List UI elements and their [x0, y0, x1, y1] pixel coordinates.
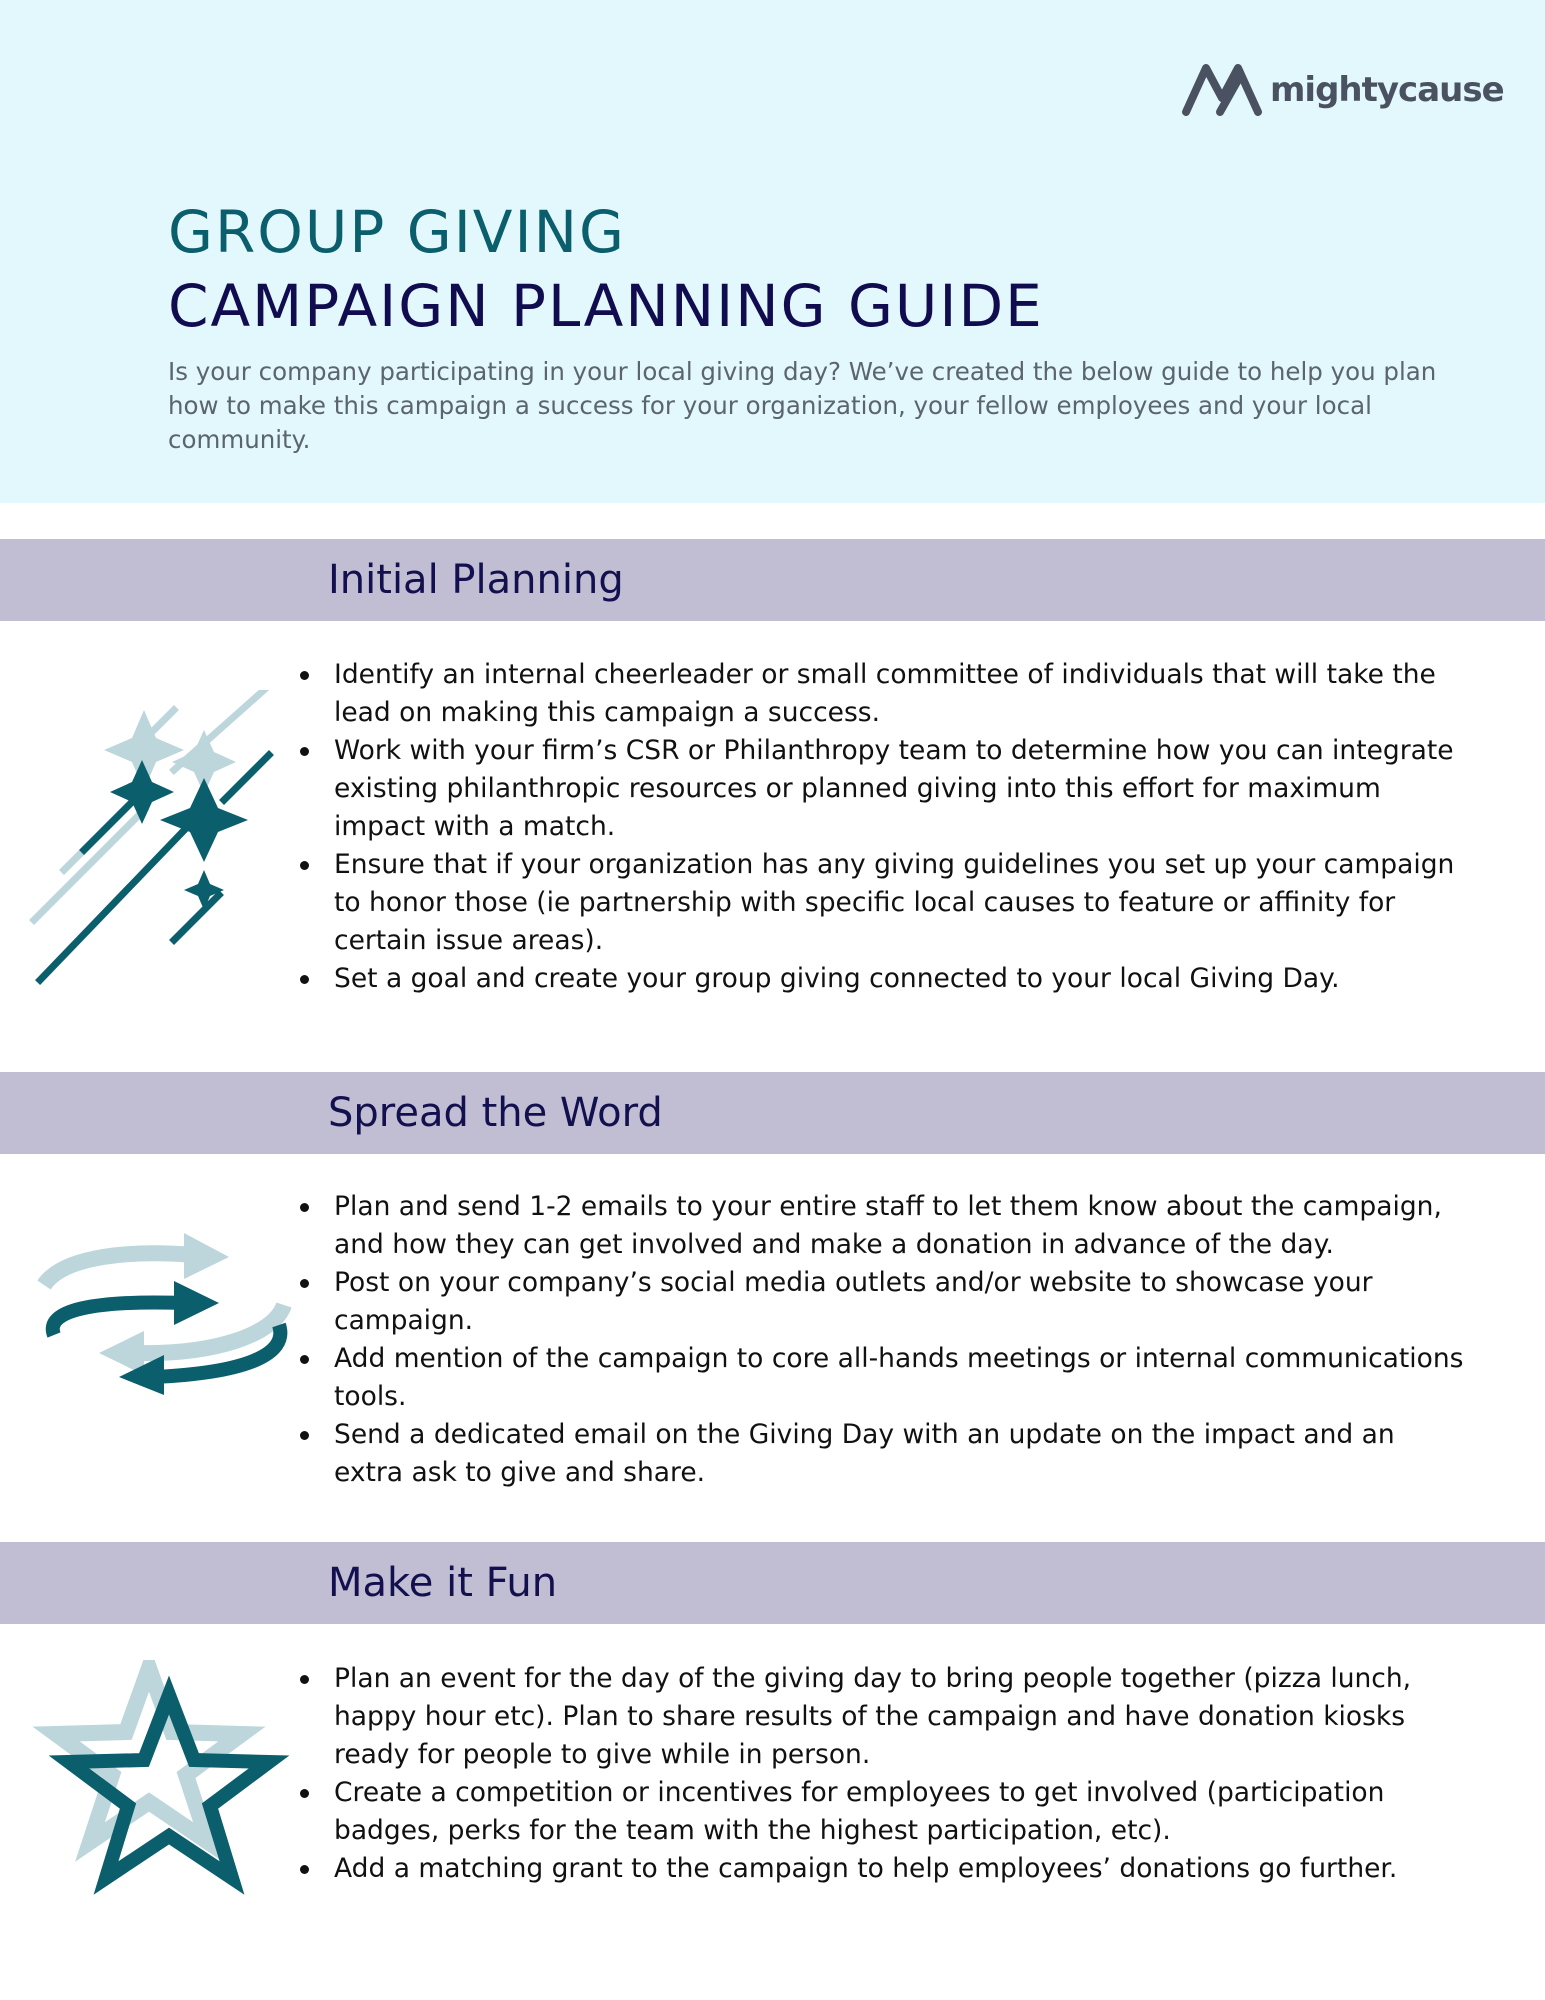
- list-item: Post on your company’s social media outlets and/or website to showcase your campaign.: [296, 1264, 1466, 1340]
- mountain-m-logo-icon: [1180, 58, 1264, 122]
- page-title-line-2: CAMPAIGN PLANNING GUIDE: [168, 272, 1044, 340]
- list-item: Add mention of the campaign to core all-hands meetings or internal communications tools.: [296, 1340, 1466, 1416]
- section-header-initial-planning: [0, 539, 1545, 621]
- list-item: Identify an internal cheerleader or small committee of individuals that will take the lead on making this campaign a success.: [296, 656, 1466, 732]
- section-heading: Make it Fun: [328, 1560, 558, 1606]
- brand-name: mightycause: [1270, 70, 1504, 110]
- list-item: Create a competition or incentives for employees to get involved (participation badges, perks for the team with the highest participation, etc).: [296, 1774, 1466, 1850]
- section-header-spread-the-word: [0, 1072, 1545, 1154]
- section-bullets-initial-planning: [296, 656, 1466, 998]
- section-heading: Initial Planning: [328, 557, 624, 603]
- section-header-make-it-fun: [0, 1542, 1545, 1624]
- star-outline-icon: [24, 1660, 294, 1900]
- list-item: Work with your firm’s CSR or Philanthropy team to determine how you can integrate existing philanthropic resources or planned giving into this effort for maximum impact with a match.: [296, 732, 1466, 846]
- list-item: Set a goal and create your group giving connected to your local Giving Day.: [296, 960, 1466, 998]
- section-heading: Spread the Word: [328, 1090, 663, 1136]
- cycle-arrows-icon: [24, 1215, 294, 1395]
- page-title-line-1: GROUP GIVING: [168, 198, 626, 266]
- section-bullets-spread-the-word: [296, 1188, 1466, 1492]
- list-item: Plan and send 1-2 emails to your entire staff to let them know about the campaign, and how they can get involved and make a donation in advance of the day.: [296, 1188, 1466, 1264]
- brand-logo[interactable]: [1180, 58, 1504, 122]
- section-bullets-make-it-fun: [296, 1660, 1466, 1888]
- shooting-stars-icon: [24, 690, 284, 990]
- header-banner: [0, 0, 1545, 503]
- intro-paragraph: Is your company participating in your local giving day? We’ve created the below guide to help you plan how to make this campaign a success for your organization, your fellow employees and your local community.: [168, 357, 1437, 454]
- list-item: Ensure that if your organization has any giving guidelines you set up your campaign to honor those (ie partnership with specific local causes to feature or affinity for certain issue areas).: [296, 846, 1466, 960]
- list-item: Plan an event for the day of the giving day to bring people together (pizza lunch, happy hour etc). Plan to share results of the campaign and have donation kiosks ready for people to give while in person.: [296, 1660, 1466, 1774]
- list-item: Add a matching grant to the campaign to help employees’ donations go further.: [296, 1850, 1466, 1888]
- list-item: Send a dedicated email on the Giving Day with an update on the impact and an extra ask to give and share.: [296, 1416, 1466, 1492]
